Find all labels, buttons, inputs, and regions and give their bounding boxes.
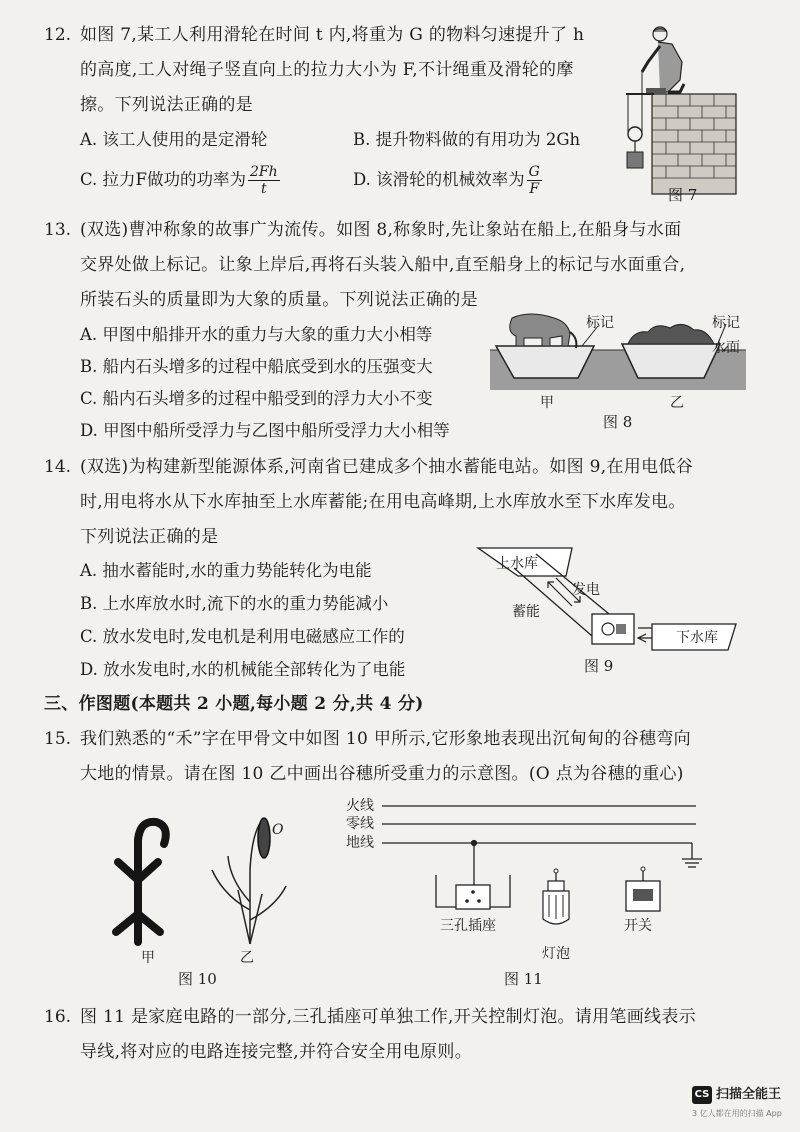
store-arrow xyxy=(548,582,572,606)
q12-option-c-numerator: 2Fh xyxy=(249,164,278,180)
boat-with-elephant xyxy=(496,314,598,378)
figure-11-label-neutral-wire: 零线 xyxy=(346,816,374,832)
scanner-tagline: 3 亿人都在用的扫描 App xyxy=(692,1109,782,1118)
q13-stem-line2: 交界处做上标记。让象上岸后,再将石头装入船中,直至船身上的标记与水面重合, xyxy=(80,255,686,275)
bulb-drawing xyxy=(543,869,569,924)
q12-option-c-denominator: t xyxy=(260,181,267,197)
q12-option-d xyxy=(353,164,542,197)
worker-figure xyxy=(642,27,684,94)
q13-number: 13. xyxy=(44,220,72,240)
q12-option-c-text: C. 拉力F做功的功率为 xyxy=(80,170,246,189)
figure-10-label-O: O xyxy=(272,822,284,838)
scanner-watermark xyxy=(692,1086,796,1126)
q12-option-d-numerator: G xyxy=(528,164,540,180)
q16-stem-line2: 导线,将对应的电路连接完整,并符合安全用电原则。 xyxy=(80,1042,473,1062)
figure-10-label-jia: 甲 xyxy=(141,950,155,966)
q12-option-d-denominator: F xyxy=(529,181,540,197)
q15-stem-line1: 我们熟悉的“禾”字在甲骨文中如图 10 甲所示,它形象地表现出沉甸甸的谷穗弯向 xyxy=(80,729,691,749)
brick-wall xyxy=(652,94,736,194)
figure-7-pulley-illustration xyxy=(620,22,750,182)
figure-11-label-live-wire: 火线 xyxy=(346,798,374,814)
figure-8-label-mark-left: 标记 xyxy=(586,315,614,331)
q16-number: 16. xyxy=(44,1007,72,1027)
figure-8-boats-illustration xyxy=(490,312,750,392)
q14-stem-line1: (双选)为构建新型能源体系,河南省已建成多个抽水蓄能电站。如图 9,在用电低谷 xyxy=(80,457,693,477)
figure-11-household-circuit xyxy=(340,795,720,955)
q13-option-d: D. 甲图中船所受浮力与乙图中船所受浮力大小相等 xyxy=(80,421,450,440)
q12-option-d-fraction xyxy=(527,164,542,197)
q13-option-a: A. 甲图中船排开水的重力与大象的重力大小相等 xyxy=(80,325,433,344)
q14-stem-line2: 时,用电将水从下水库抽至上水库蓄能;在用电高峰期,上水库放水至下水库发电。 xyxy=(80,492,686,512)
q15-stem-line2: 大地的情景。请在图 10 乙中画出谷穗所受重力的示意图。(O 点为谷穗的重心) xyxy=(80,764,684,784)
q13-option-b: B. 船内石头增多的过程中船底受到水的压强变大 xyxy=(80,357,433,376)
figure-9-label-lower-reservoir: 下水库 xyxy=(676,630,718,646)
figure-8-label-water-surface: 水面 xyxy=(712,340,740,356)
q13-stem-line3: 所装石头的质量即为大象的质量。下列说法正确的是 xyxy=(80,290,478,310)
figure-9-label-upper-reservoir: 上水库 xyxy=(496,556,538,572)
q14-option-d: D. 放水发电时,水的机械能全部转化为了电能 xyxy=(80,660,406,679)
figure-11-label-switch: 开关 xyxy=(624,918,652,934)
q15-number: 15. xyxy=(44,729,72,749)
q13-stem-line1: (双选)曹冲称象的故事广为流传。如图 8,称象时,先让象站在船上,在船身与水面 xyxy=(80,220,682,240)
q14-option-a: A. 抽水蓄能时,水的重力势能转化为电能 xyxy=(80,561,372,580)
q14-option-b: B. 上水库放水时,流下的水的重力势能减小 xyxy=(80,594,389,613)
section-3-title: 三、作图题(本题共 2 小题,每小题 2 分,共 4 分) xyxy=(44,694,424,714)
figure-8-label-mark-right: 标记 xyxy=(712,315,740,331)
figure-11-label-bulb: 灯泡 xyxy=(542,946,570,962)
figure-9-label-generate: 发电 xyxy=(572,582,600,598)
figure-10-oracle-grain-illustration xyxy=(100,810,300,950)
figure-9-caption: 图 9 xyxy=(584,657,614,675)
q14-number: 14. xyxy=(44,457,72,477)
q16-stem-line1: 图 11 是家庭电路的一部分,三孔插座可单独工作,开关控制灯泡。请用笔画线表示 xyxy=(80,1007,696,1027)
q12-option-b: B. 提升物料做的有用功为 2Gh xyxy=(353,130,581,149)
figure-11-label-socket: 三孔插座 xyxy=(440,918,496,934)
oracle-bone-he-character xyxy=(116,822,166,942)
q13-option-c: C. 船内石头增多的过程中船受到的浮力大小不变 xyxy=(80,389,433,408)
q12-option-a: A. 该工人使用的是定滑轮 xyxy=(80,130,268,149)
figure-9-label-store: 蓄能 xyxy=(512,604,540,620)
figure-8-label-jia: 甲 xyxy=(540,395,554,411)
q12-stem-line3: 擦。下列说法正确的是 xyxy=(80,95,253,115)
q14-option-c: C. 放水发电时,发电机是利用电磁感应工作的 xyxy=(80,627,405,646)
power-station-box xyxy=(592,614,634,644)
figure-10-caption: 图 10 xyxy=(178,970,217,988)
q12-option-c-fraction xyxy=(248,164,280,197)
q12-number: 12. xyxy=(44,25,72,45)
three-hole-socket xyxy=(436,875,510,909)
figure-8-caption: 图 8 xyxy=(603,413,633,431)
q12-option-c xyxy=(80,164,280,197)
q12-stem-line2: 的高度,工人对绳子竖直向上的拉力大小为 F,不计绳重及滑轮的摩 xyxy=(80,60,574,80)
pulley-rig xyxy=(626,72,654,168)
figure-11-caption: 图 11 xyxy=(504,970,543,988)
figure-8-label-yi: 乙 xyxy=(670,395,684,411)
switch-drawing xyxy=(626,867,660,911)
q12-stem-line1: 如图 7,某工人利用滑轮在时间 t 内,将重为 G 的物料匀速提升了 h xyxy=(80,25,585,45)
figure-10-label-yi: 乙 xyxy=(240,950,254,966)
scanner-app-name: 扫描全能王 xyxy=(716,1087,782,1102)
figure-11-label-ground-wire: 地线 xyxy=(346,835,374,851)
q12-option-d-text: D. 该滑轮的机械效率为 xyxy=(353,170,525,189)
scanner-logo-icon: CS xyxy=(692,1086,712,1104)
q14-stem-line3: 下列说法正确的是 xyxy=(80,527,219,547)
figure-7-caption: 图 7 xyxy=(668,186,698,204)
